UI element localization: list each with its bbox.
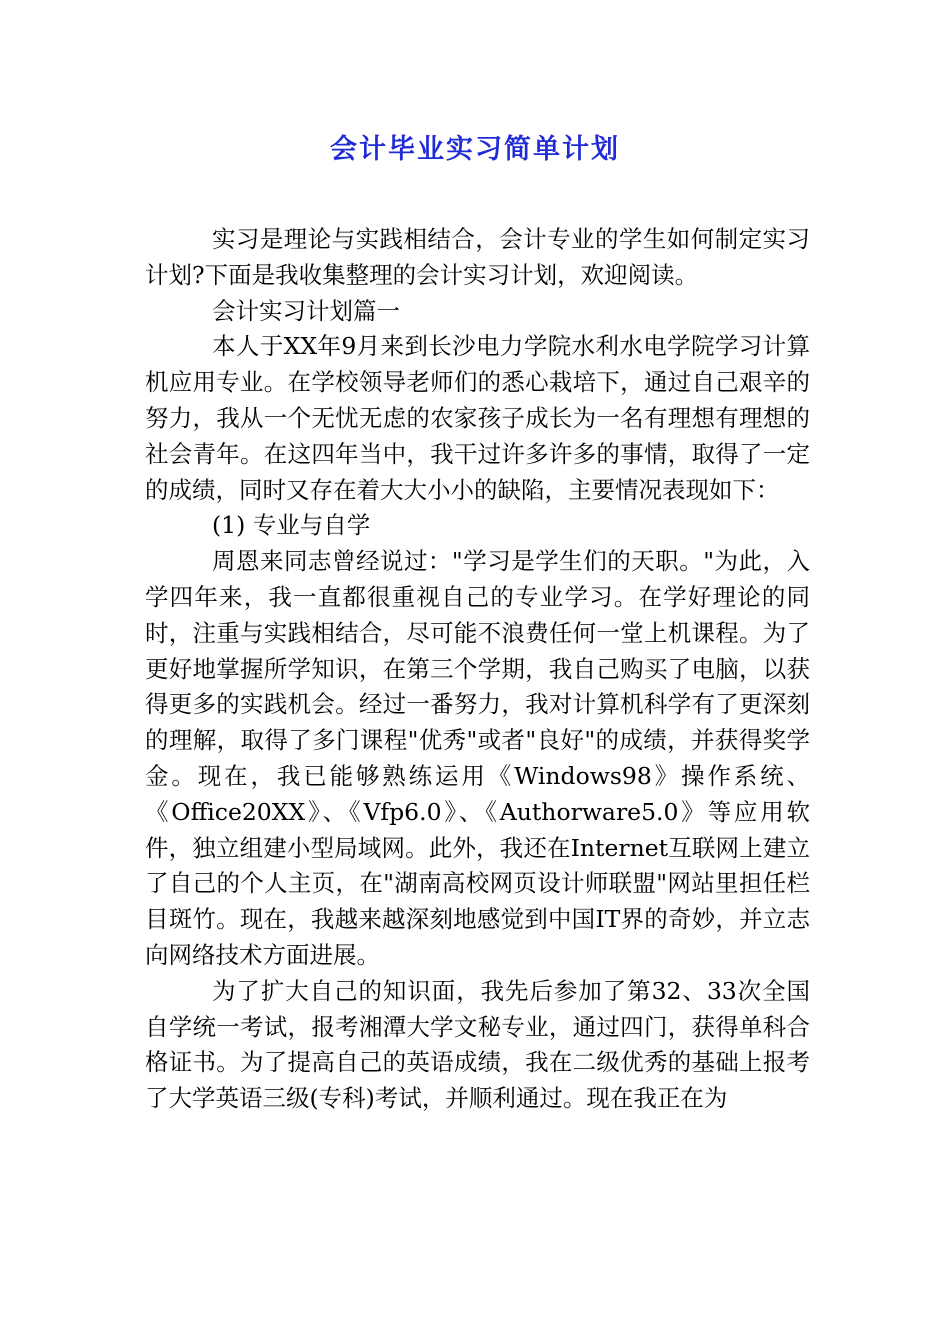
paragraph-study-details: 周恩来同志曾经说过："学习是学生们的天职。"为此，入学四年来，我一直都很重视自己的专业学习。在学好理论的同时，注重与实践相结合，尽可能不浪费任何一堂上机课程。为了更好地掌握所学知识，在第三个学期，我自己购买了电脑，以获得更多的实践机会。经过一番努力，我对计算机科学有了更深刻的理解，取得了多门课程"优秀"或者"良好"的成绩，并获得奖学金。现在，我已能够熟练运用《Windows98》操作系统、《Office20XX》、《Vfp6.0》、《Authorware5.0》等应用软件，独立组建小型局域网。此外，我还在Internet互联网上建立了自己的个人主页，在"湖南高校网页设计师联盟"网站里担任栏目斑竹。现在，我越来越深刻地感觉到中国IT界的奇妙，并立志向网络技术方面进展。 [145,547,810,969]
document-body [145,222,810,1117]
paragraph-intro: 实习是理论与实践相结合，会计专业的学生如何制定实习计划?下面是我收集整理的会计实习计划，欢迎阅读。 [145,225,810,289]
paragraph-self-study: 为了扩大自己的知识面，我先后参加了第32、33次全国自学统一考试，报考湘潭大学文秘专业，通过四门，获得单科合格证书。为了提高自己的英语成绩，我在二级优秀的基础上报考了大学英语三级(专科)考试，并顺利通过。现在我正在为 [145,976,810,1113]
document-title: 会计毕业实习简单计划 [330,134,620,165]
paragraph-heading-plan-1: 会计实习计划篇一 [211,296,400,325]
paragraph-background: 本人于XX年9月来到长沙电力学院水利水电学院学习计算机应用专业。在学校领导老师们的悉心栽培下，通过自己艰辛的努力，我从一个无忧无虑的农家孩子成长为一名有理想有理想的社会青年。在这四年当中，我干过许多许多的事情，取得了一定的成绩，同时又存在着大大小小的缺陷，主要情况表现如下： [145,332,810,504]
paragraph-heading-study: (1) 专业与自学 [211,511,371,540]
